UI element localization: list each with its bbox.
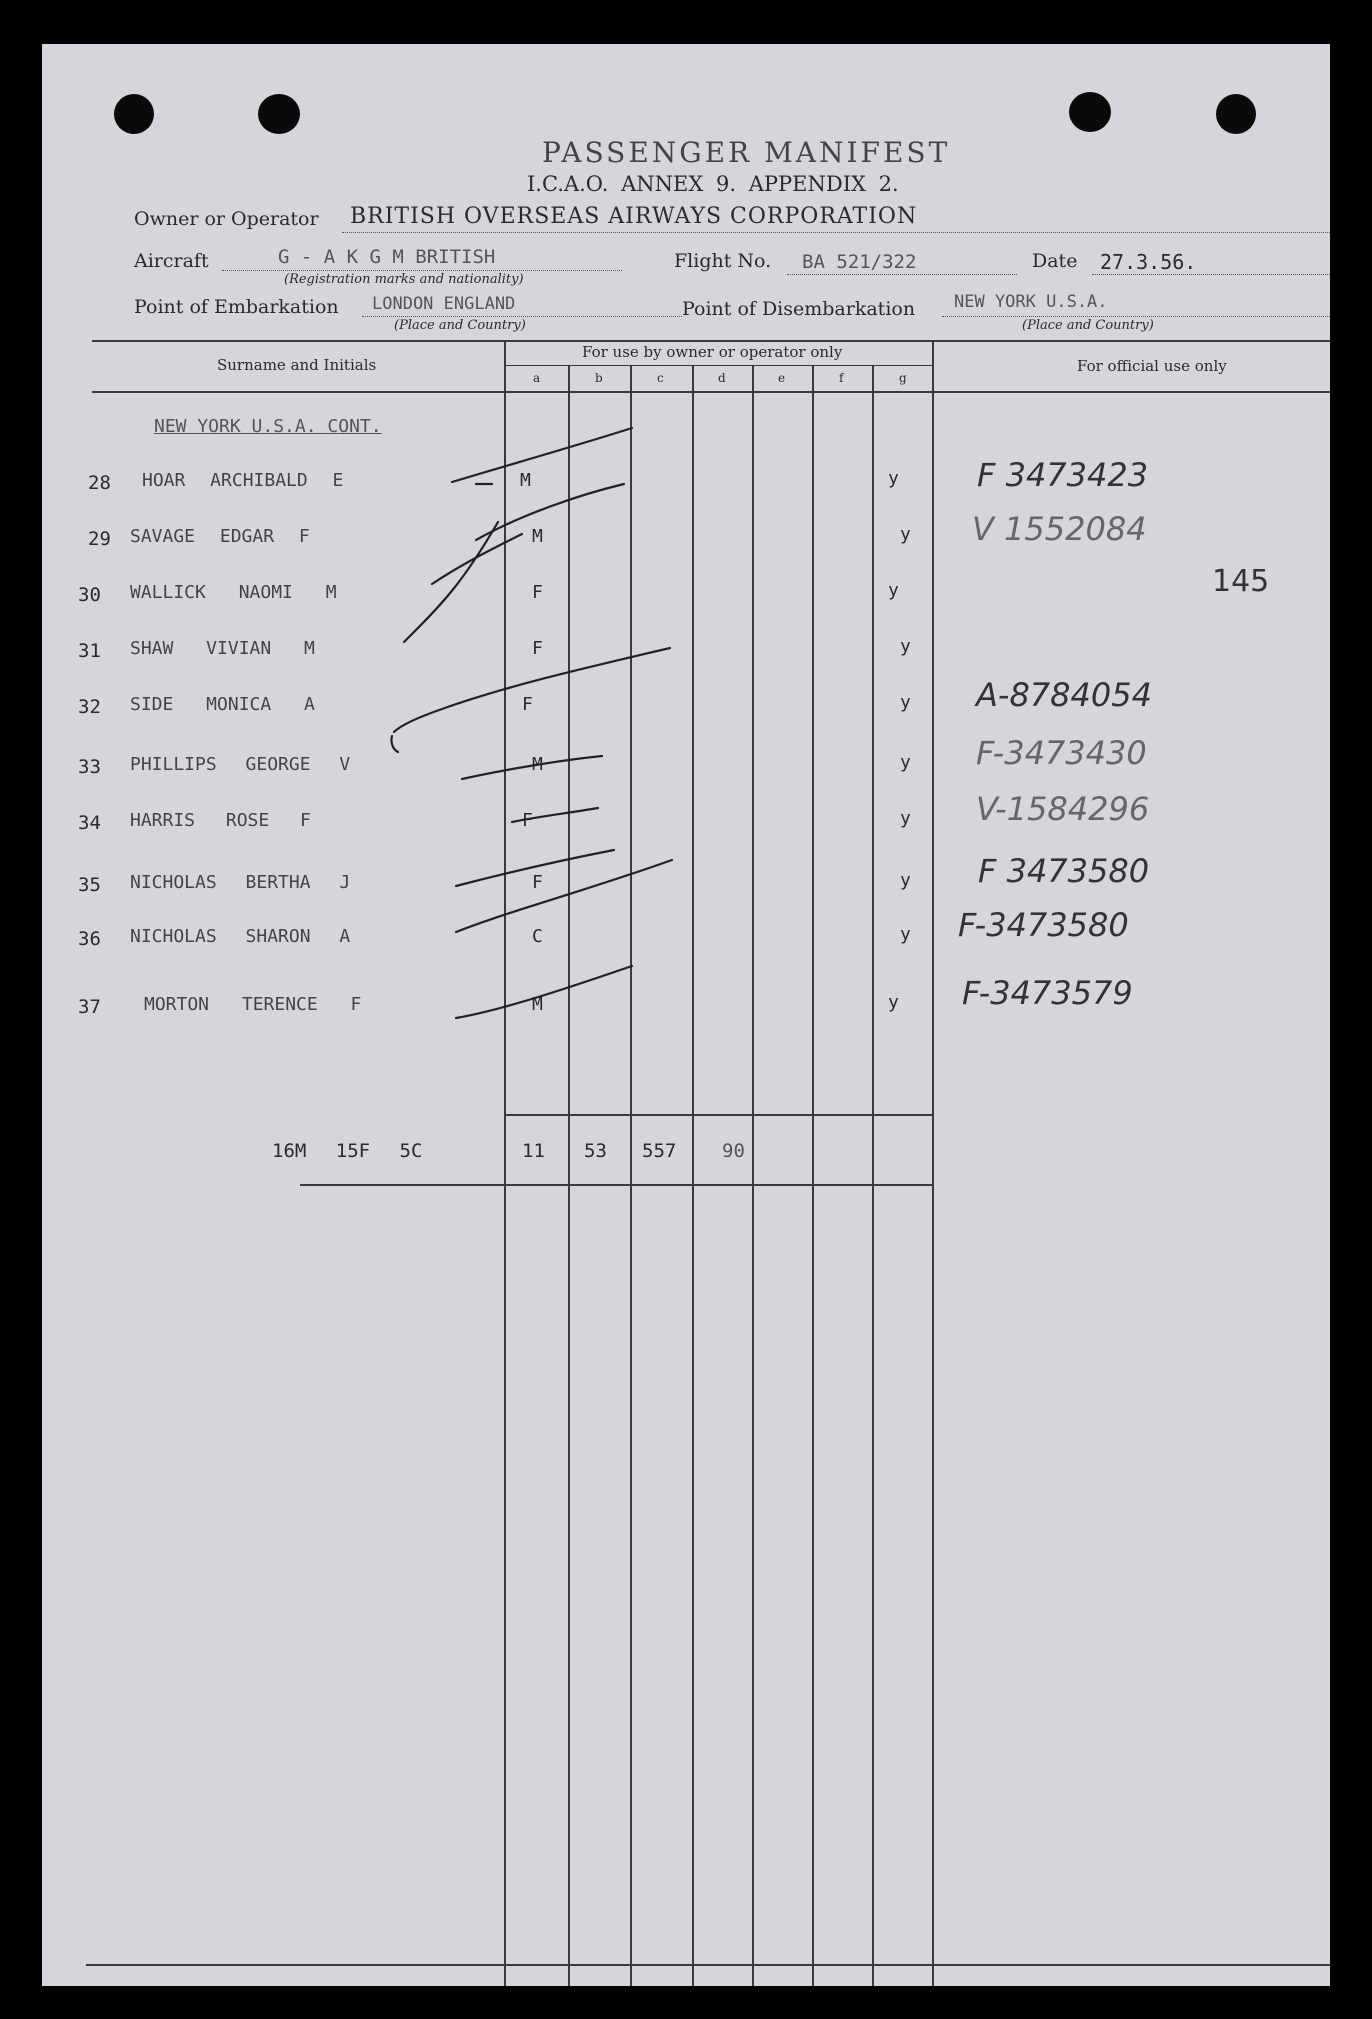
- embark-note: (Place and Country): [394, 318, 526, 333]
- sex-code: M: [532, 754, 543, 775]
- sex-code: M: [532, 526, 543, 547]
- passenger-name: HOAR ARCHIBALD E: [142, 470, 344, 491]
- total-c: 557: [642, 1140, 677, 1162]
- sex-code: F: [532, 872, 543, 893]
- owner-value: BRITISH OVERSEAS AIRWAYS CORPORATION: [350, 204, 918, 229]
- col-g-mark: y: [900, 924, 911, 945]
- total-d: 90: [722, 1140, 745, 1162]
- subcol-g: g: [899, 371, 907, 385]
- aircraft-label: Aircraft: [134, 250, 209, 272]
- subcol-e: e: [778, 371, 786, 385]
- subcol-d: d: [718, 371, 726, 385]
- tick-strokes: [42, 44, 1330, 1986]
- passenger-name: SIDE MONICA A: [130, 694, 315, 715]
- passenger-name: HARRIS ROSE F: [130, 810, 311, 831]
- col-operator-header: For use by owner or operator only: [582, 343, 843, 361]
- col-g-mark: y: [888, 580, 899, 601]
- subcol-f: f: [839, 371, 844, 385]
- embark-value: LONDON ENGLAND: [372, 294, 516, 314]
- date-value: 27.3.56.: [1100, 250, 1197, 274]
- owner-label: Owner or Operator: [134, 208, 319, 230]
- official-number: F 3473423: [977, 456, 1149, 494]
- col-g-mark: y: [900, 636, 911, 657]
- subcol-a: a: [533, 371, 541, 385]
- disembark-note: (Place and Country): [1022, 318, 1154, 333]
- sheet-bottom-rule: [86, 1964, 1330, 1966]
- row-number: 31: [78, 640, 101, 662]
- flight-value: BA 521/322: [802, 251, 917, 273]
- row-number: 34: [78, 812, 101, 834]
- col-g-mark: y: [900, 524, 911, 545]
- totals-top-rule: [504, 1114, 934, 1116]
- sex-code: M: [520, 470, 531, 491]
- totals-label: 16M 15F 5C: [272, 1140, 423, 1162]
- official-number: F-3473579: [962, 974, 1133, 1012]
- col-official-header: For official use only: [1077, 357, 1227, 375]
- official-number: F-3473430: [976, 734, 1147, 772]
- aircraft-note: (Registration marks and nationality): [284, 272, 524, 287]
- row-number: 28: [88, 472, 111, 494]
- passenger-name: SAVAGE EDGAR F: [130, 526, 310, 547]
- sex-code: F: [522, 810, 533, 831]
- row-number: 36: [78, 928, 101, 950]
- flight-label: Flight No.: [674, 250, 772, 272]
- sex-code: F: [532, 638, 543, 659]
- subcol-c: c: [657, 371, 664, 385]
- subcol-b: b: [595, 371, 603, 385]
- col-g-mark: y: [900, 692, 911, 713]
- official-number: F-3473580: [958, 906, 1129, 944]
- row-number: 30: [78, 584, 101, 606]
- passenger-name: NICHOLAS SHARON A: [130, 926, 351, 947]
- sex-code: F: [532, 582, 543, 603]
- embark-label: Point of Embarkation: [134, 296, 339, 318]
- col-g-mark: y: [900, 808, 911, 829]
- date-label: Date: [1032, 250, 1078, 272]
- col-g-mark: y: [888, 992, 899, 1013]
- official-number: V 1552084: [972, 510, 1147, 548]
- row-number: 37: [78, 996, 101, 1018]
- sex-code: C: [532, 926, 543, 947]
- disembark-label: Point of Disembarkation: [682, 298, 916, 320]
- official-number: V-1584296: [976, 790, 1150, 828]
- page-number: 145: [1212, 564, 1270, 599]
- row-number: 35: [78, 874, 101, 896]
- total-b: 53: [584, 1140, 607, 1162]
- manifest-sheet: [42, 44, 1330, 1986]
- col-g-mark: y: [900, 870, 911, 891]
- sex-code: F: [522, 694, 533, 715]
- official-number: F 3473580: [978, 852, 1150, 890]
- passenger-name: PHILLIPS GEORGE V: [130, 754, 351, 775]
- row-number: 32: [78, 696, 101, 718]
- aircraft-value: G - A K G M BRITISH: [278, 246, 496, 268]
- disembark-value: NEW YORK U.S.A.: [954, 292, 1108, 312]
- section-heading: NEW YORK U.S.A. CONT.: [154, 416, 382, 437]
- passenger-name: WALLICK NAOMI M: [130, 582, 337, 603]
- col-g-mark: y: [888, 468, 899, 489]
- manifest-title: PASSENGER MANIFEST: [542, 136, 951, 169]
- row-number: 33: [78, 756, 101, 778]
- total-a: 11: [522, 1140, 545, 1162]
- passenger-name: MORTON TERENCE F: [144, 994, 362, 1015]
- totals-bottom-rule: [300, 1184, 934, 1186]
- official-number: A-8784054: [976, 676, 1152, 714]
- col-g-mark: y: [900, 752, 911, 773]
- row-number: 29: [88, 528, 111, 550]
- sex-code: M: [532, 994, 543, 1015]
- manifest-subtitle: I.C.A.O. ANNEX 9. APPENDIX 2.: [527, 172, 899, 196]
- passenger-name: SHAW VIVIAN M: [130, 638, 315, 659]
- col-surname-header: Surname and Initials: [217, 356, 377, 374]
- passenger-name: NICHOLAS BERTHA J: [130, 872, 351, 893]
